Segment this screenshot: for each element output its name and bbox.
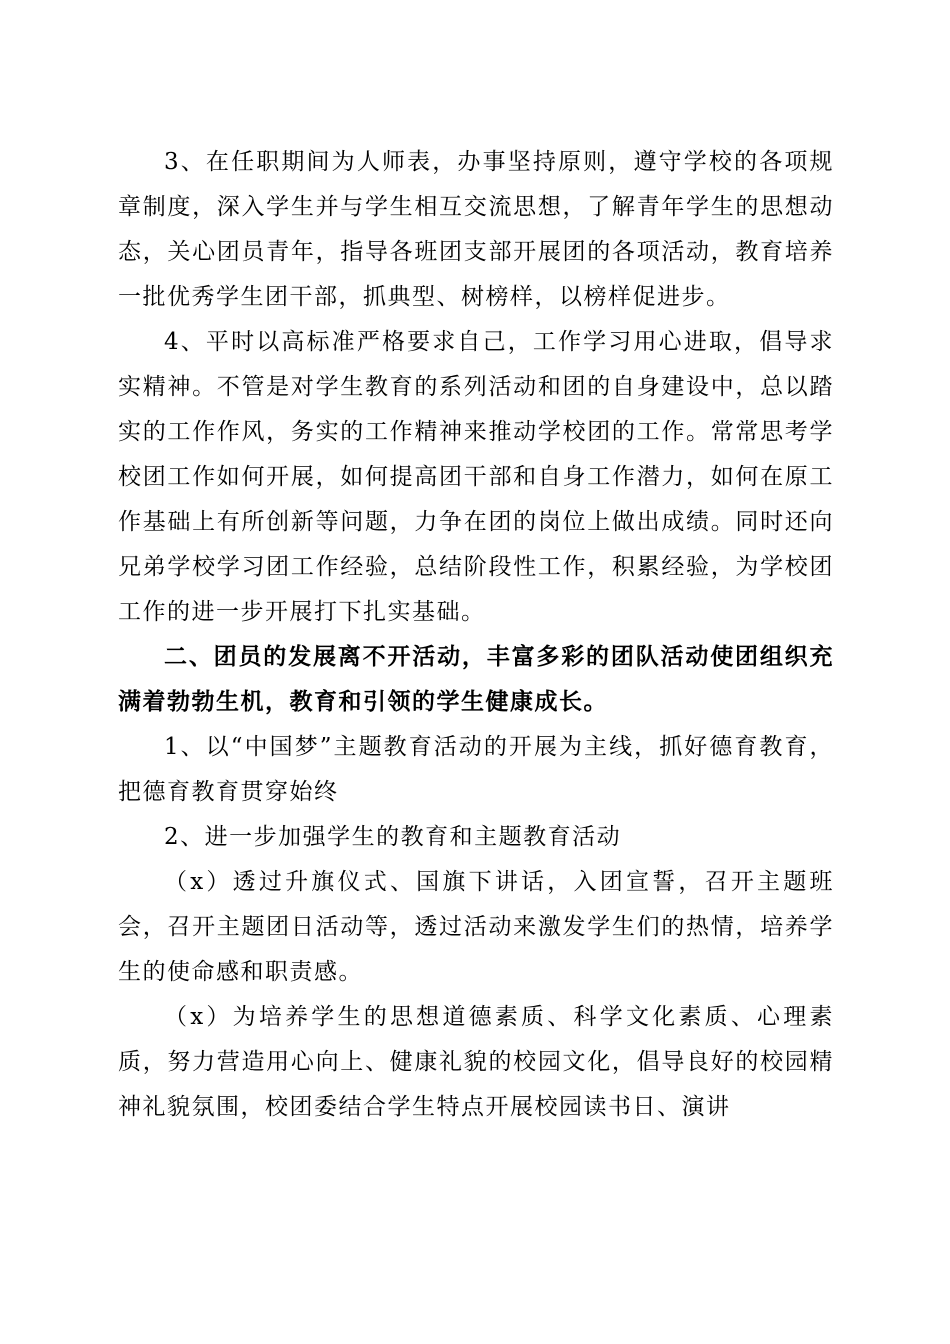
paragraph-sub-x-2: （x）为培养学生的思想道德素质、科学文化素质、心理素质，努力营造用心向上、健康礼貌的校园文化，倡导良好的校园精神礼貌氛围，校团委结合学生特点开展校园读书日、演讲 xyxy=(118,1004,834,1120)
paragraph-sub-1: 1、以“中国梦”主题教育活动的开展为主线，抓好德育教育，把德育教育贯穿始终 xyxy=(118,734,834,805)
document-body xyxy=(118,140,834,1130)
paragraph-sub-x-1: （x）透过升旗仪式、国旗下讲话，入团宣誓，召开主题班会，召开主题团日活动等，透过活动来激发学生们的热情，培养学生的使命感和职责感。 xyxy=(118,869,834,985)
paragraph-item-4: 4、平时以高标准严格要求自己，工作学习用心进取，倡导求实精神。不管是对学生教育的系列活动和团的自身建设中，总以踏实的工作作风，务实的工作精神来推动学校团的工作。常常思考学校团工作如何开展，如何提高团干部和自身工作潜力，如何在原工作基础上有所创新等问题，力争在团的岗位上做出成绩。同时还向兄弟学校学习团工作经验，总结阶段性工作，积累经验，为学校团工作的进一步开展打下扎实基础。 xyxy=(118,329,834,625)
section-heading-2: 二、团员的发展离不开活动，丰富多彩的团队活动使团组织充满着勃勃生机，教育和引领的学生健康成长。 xyxy=(118,644,834,715)
paragraph-sub-2: 2、进一步加强学生的教育和主题教育活动 xyxy=(164,824,622,850)
paragraph-item-3: 3、在任职期间为人师表，办事坚持原则，遵守学校的各项规章制度，深入学生并与学生相互交流思想，了解青年学生的思想动态，关心团员青年，指导各班团支部开展团的各项活动，教育培养一批优秀学生团干部，抓典型、树榜样，以榜样促进步。 xyxy=(118,149,834,310)
